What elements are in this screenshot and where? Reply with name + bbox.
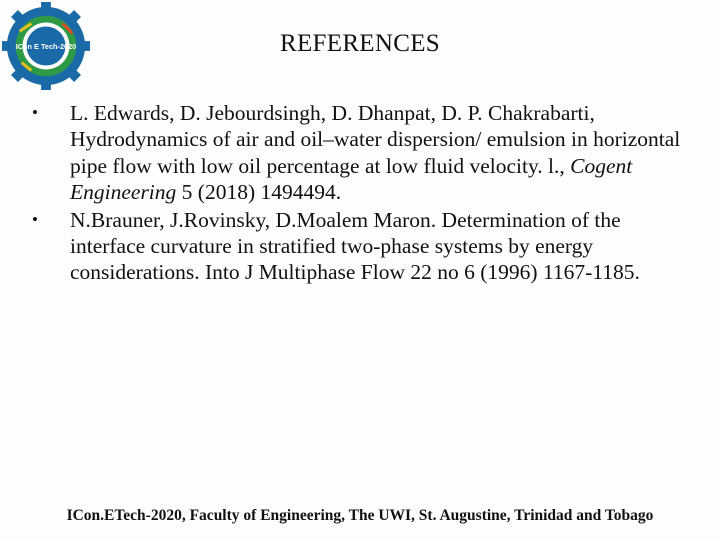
reference-details: 5 (2018) 1494494. xyxy=(176,180,342,205)
reference-text: L. Edwards, D. Jebourdsingh, D. Dhanpat, D. P. Chakrabarti, Hydrodynamics of air and oil–water dispersion/ emulsion in horizontal pipe flow with low oil percentage at low fluid velocity. l., xyxy=(70,101,681,178)
reference-journal: Cogent Engineering xyxy=(70,153,633,205)
bullet-icon: • xyxy=(32,103,38,122)
reference-item-2 xyxy=(28,207,688,286)
svg-text:ICon E Tech-2020: ICon E Tech-2020 xyxy=(15,41,77,51)
slide-title: REFERENCES xyxy=(280,30,440,57)
reference-list xyxy=(28,100,688,287)
slide-footer: ICon.ETech-2020, Faculty of Engineering, The UWI, St. Augustine, Trinidad and Tobago xyxy=(66,507,654,524)
reference-item-1 xyxy=(28,100,688,206)
bullet-icon: • xyxy=(32,209,38,229)
reference-text: N.Brauner, J.Rovinsky, D.Moalem Maron. Determination of the interface curvature in stratified two-phase systems by energy considerations. Into J Multiphase Flow 22 no 6 (1996) 1167-1185. xyxy=(70,207,640,285)
